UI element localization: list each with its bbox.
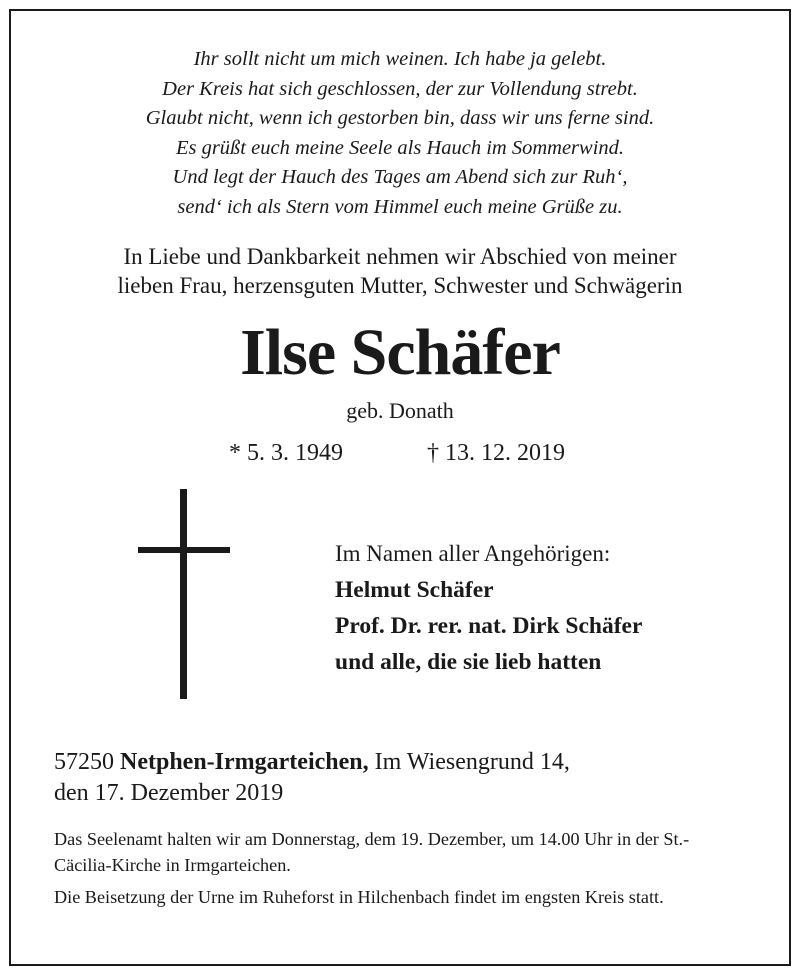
poem-line: Ihr sollt nicht um mich weinen. Ich habe ja gelebt.	[193, 48, 607, 70]
birth-name: geb. Donath	[346, 398, 454, 423]
obituary-notice	[9, 9, 791, 966]
poem-line: Es grüßt euch meine Seele als Hauch im Sommerwind.	[175, 136, 625, 159]
burial-note: Die Beisetzung der Urne im Ruheforst in Hilchenbach findet im engsten Kreis statt.	[54, 887, 664, 907]
birth-date: * 5. 3. 1949	[229, 440, 343, 466]
poem-line: Glaubt nicht, wenn ich gestorben bin, dass wir uns ferne sind.	[145, 107, 655, 129]
street: Im Wiesengrund 14,	[374, 749, 570, 775]
farewell-text	[11, 242, 789, 300]
farewell-line: lieben Frau, herzensguten Mutter, Schwester und Schwägerin	[117, 273, 683, 298]
signer-name: Prof. Dr. rer. nat. Dirk Schäfer	[335, 613, 643, 639]
deceased-name: Ilse Schäfer	[240, 316, 560, 389]
signers-block	[335, 536, 642, 680]
signer-name: und alle, die sie lieb hatten	[335, 649, 602, 675]
address-line	[54, 747, 570, 778]
postcode: 57250	[54, 749, 114, 775]
poem-line: Und legt der Hauch des Tages am Abend sich zur Ruh‘,	[172, 166, 628, 188]
signer-name: Helmut Schäfer	[335, 577, 494, 603]
requiem-note: Das Seelenamt halten wir am Donnerstag, dem 19. Dezember, um 14.00 Uhr in der St.-Cäcilia-Kirche in Irmgarteichen.	[54, 829, 690, 875]
cross-vertical-bar	[180, 489, 187, 699]
latin-cross-icon	[138, 489, 234, 699]
town: Netphen-Irmgarteichen,	[120, 749, 369, 775]
poem-line: Der Kreis hat sich geschlossen, der zur Vollendung strebt.	[162, 77, 638, 100]
address-block	[54, 747, 570, 809]
cross-horizontal-bar	[138, 547, 230, 553]
signers-intro: Im Namen aller Angehörigen:	[335, 541, 611, 566]
notice-date: den 17. Dezember 2019	[54, 780, 284, 806]
poem	[11, 45, 789, 222]
death-date: † 13. 12. 2019	[427, 440, 565, 466]
service-notes	[54, 826, 746, 916]
farewell-line: In Liebe und Dankbarkeit nehmen wir Abschied von meiner	[123, 244, 677, 269]
poem-line: send‘ ich als Stern vom Himmel euch meine Grüße zu.	[177, 195, 623, 218]
